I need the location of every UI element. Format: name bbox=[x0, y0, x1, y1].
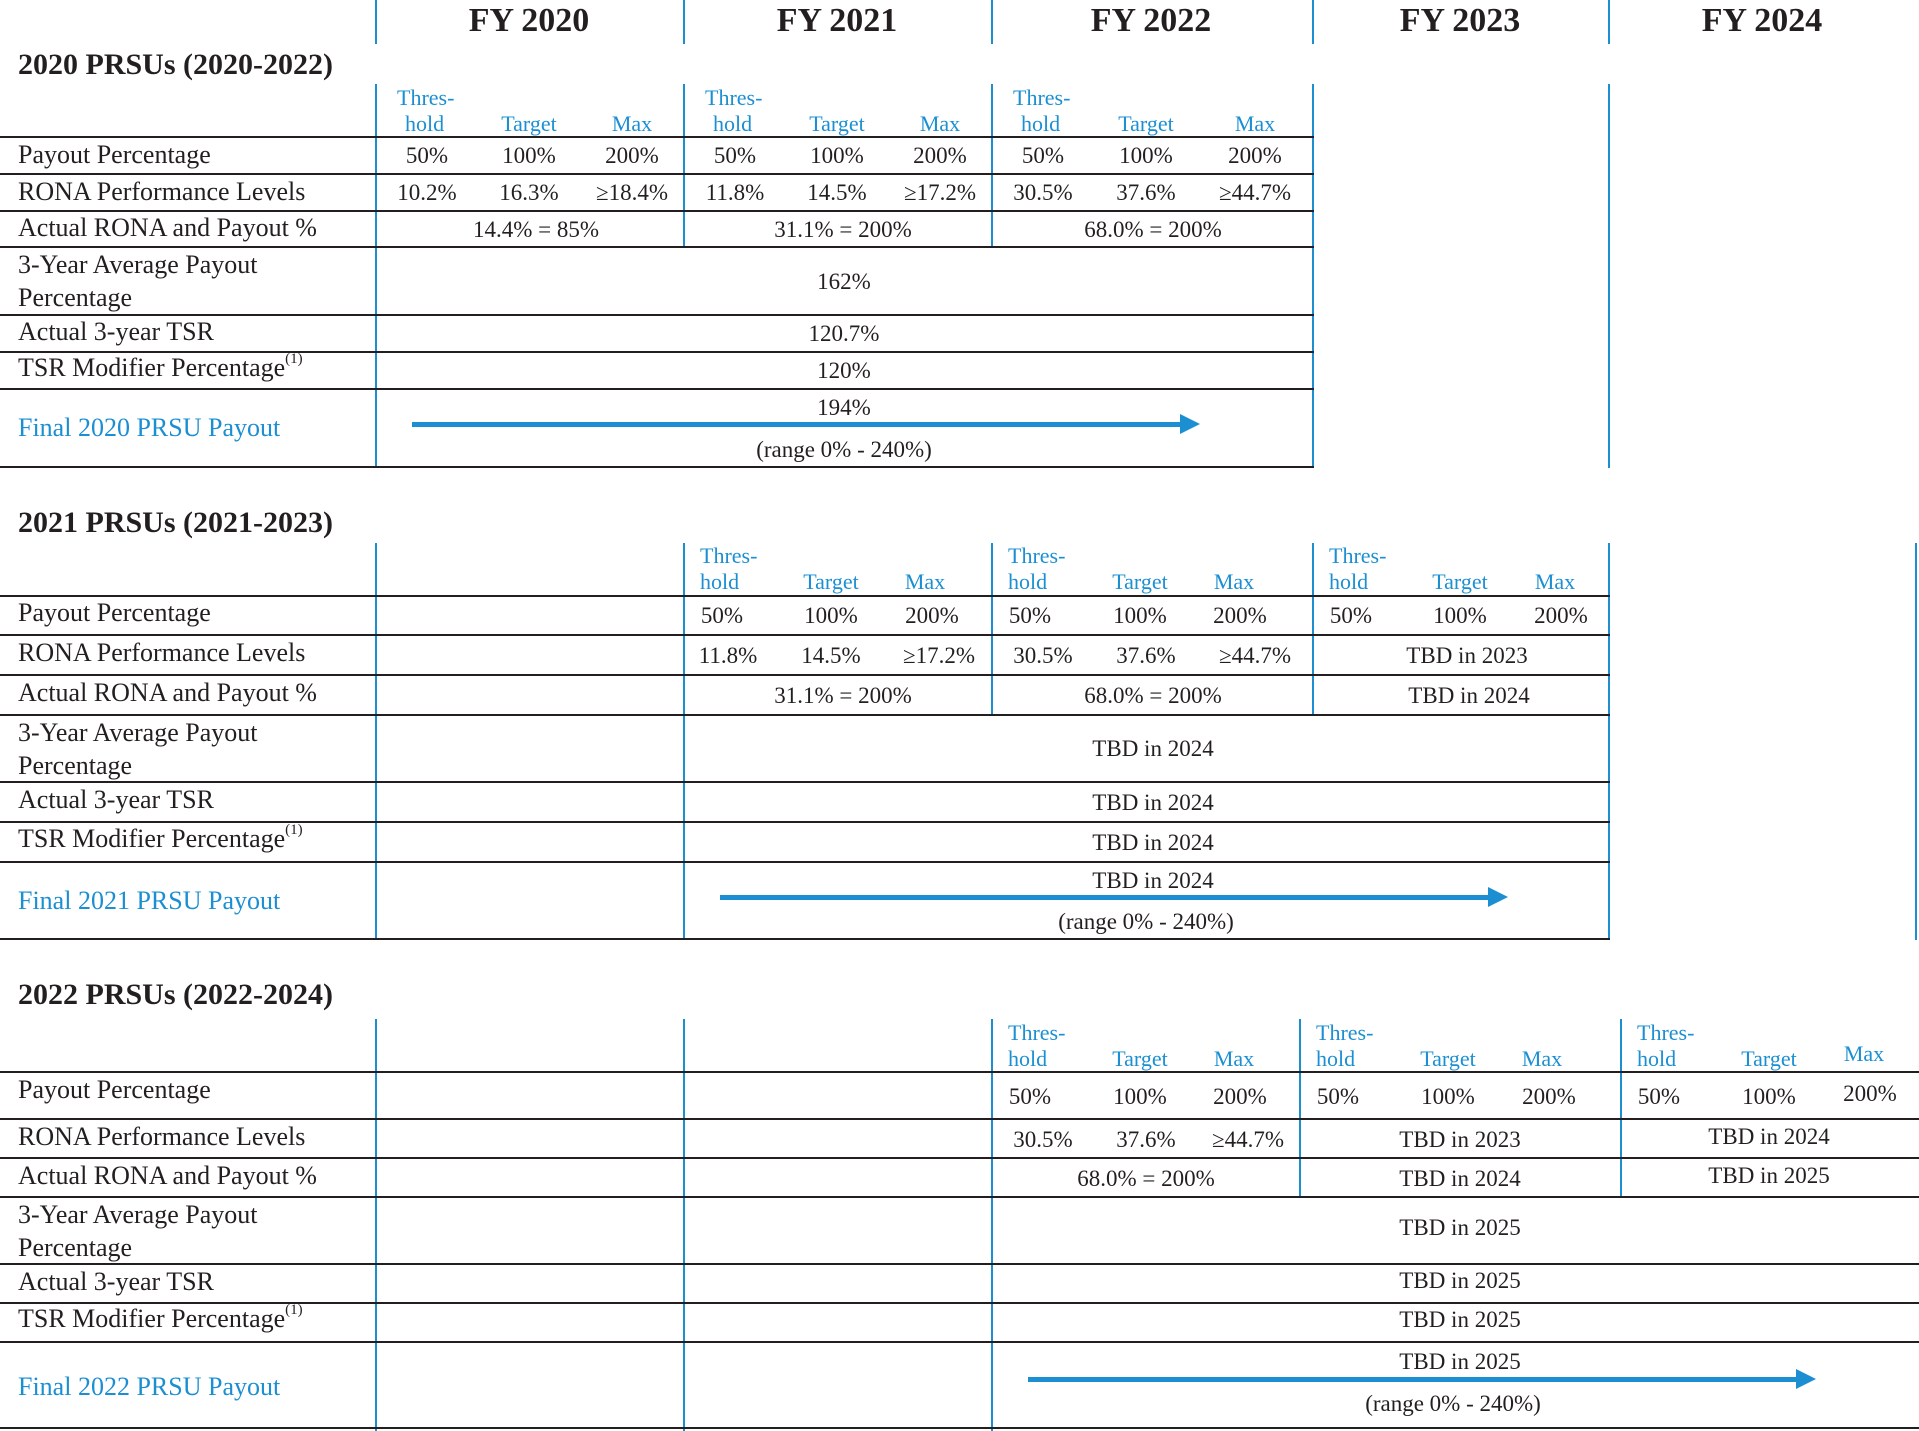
row-label-tsr-modifier: TSR Modifier Percentage$^{(1)}$ bbox=[18, 1302, 303, 1333]
max-label: Max bbox=[919, 111, 961, 136]
threshold-label: Thres- bbox=[1637, 1020, 1695, 1045]
threshold-label: hold bbox=[1637, 1046, 1677, 1071]
column-header-fy2020: FY 2020 bbox=[468, 2, 590, 39]
table-cell: TBD in 2023 bbox=[1406, 643, 1528, 668]
row-label-rona-levels: RONA Performance Levels bbox=[18, 177, 306, 206]
row-label-3yr-average: 3-Year Average Payout bbox=[18, 718, 258, 747]
row-label-actual-rona: Actual RONA and Payout % bbox=[18, 678, 317, 707]
table-cell: ≥44.7% bbox=[1218, 180, 1292, 205]
table-cell: 50% bbox=[1316, 1084, 1360, 1109]
table-cell: 30.5% bbox=[1013, 643, 1073, 668]
row-label-rona-levels: RONA Performance Levels bbox=[18, 1122, 306, 1151]
max-label: Max bbox=[904, 569, 946, 594]
table-cell: ≥44.7% bbox=[1211, 1127, 1285, 1152]
table-cell: 120% bbox=[817, 358, 871, 383]
table-cell: 31.1% = 200% bbox=[774, 217, 912, 242]
threshold-label: Thres- bbox=[1008, 543, 1066, 568]
table-cell: 100% bbox=[804, 603, 858, 628]
table-cell: 68.0% = 200% bbox=[1084, 217, 1222, 242]
row-label-final-payout: Final 2021 PRSU Payout bbox=[18, 886, 281, 915]
table-cell: 200% bbox=[605, 143, 659, 168]
table-cell: 162% bbox=[817, 269, 871, 294]
row-label-tsr-modifier: TSR Modifier Percentage$^{(1)}$ bbox=[18, 351, 303, 382]
threshold-label: hold bbox=[700, 569, 740, 594]
max-label: Max bbox=[1213, 1046, 1255, 1071]
row-label-3yr-average: 3-Year Average Payout bbox=[18, 1200, 258, 1229]
target-label: Target bbox=[1432, 569, 1488, 594]
max-label: Max bbox=[1234, 111, 1276, 136]
row-label-3yr-average: Percentage bbox=[18, 751, 133, 780]
table-cell: 11.8% bbox=[698, 643, 758, 668]
table-cell: 68.0% = 200% bbox=[1077, 1166, 1215, 1191]
threshold-label: Thres- bbox=[1316, 1020, 1374, 1045]
table-cell: 200% bbox=[1522, 1084, 1576, 1109]
threshold-label: Thres- bbox=[1329, 543, 1387, 568]
threshold-label: Thres- bbox=[1008, 1020, 1066, 1045]
table-cell: TBD in 2023 bbox=[1399, 1127, 1521, 1152]
max-label: Max bbox=[611, 111, 653, 136]
table-cell: 100% bbox=[1433, 603, 1487, 628]
table-cell: 14.5% bbox=[801, 643, 861, 668]
row-label-3yr-average: 3-Year Average Payout bbox=[18, 250, 258, 279]
row-label-actual-tsr: Actual 3-year TSR bbox=[18, 1267, 214, 1296]
column-header-fy2023: FY 2023 bbox=[1399, 2, 1521, 39]
target-label: Target bbox=[803, 569, 859, 594]
max-label: Max bbox=[1534, 569, 1576, 594]
row-label-actual-rona: Actual RONA and Payout % bbox=[18, 213, 317, 242]
table-cell: TBD in 2024 bbox=[1092, 736, 1214, 761]
row-label-3yr-average: Percentage bbox=[18, 283, 133, 312]
table-cell: ≥17.2% bbox=[902, 643, 976, 668]
table-cell: TBD in 2024 bbox=[1092, 830, 1214, 855]
table-cell: TBD in 2025 bbox=[1399, 1268, 1521, 1293]
table-cell: 200% bbox=[1213, 1084, 1267, 1109]
table-cell: 68.0% = 200% bbox=[1084, 683, 1222, 708]
row-label-payout-percentage: Payout Percentage bbox=[18, 598, 211, 627]
table-cell: TBD in 2025 bbox=[1399, 1307, 1521, 1332]
target-label: Target bbox=[1741, 1046, 1797, 1071]
max-label: Max bbox=[1843, 1041, 1885, 1066]
table-cell: 100% bbox=[1113, 603, 1167, 628]
table-cell: TBD in 2024 bbox=[1399, 1166, 1521, 1191]
threshold-label: hold bbox=[1329, 569, 1369, 594]
final-payout-value: 194% bbox=[817, 395, 871, 420]
target-label: Target bbox=[1112, 1046, 1168, 1071]
row-label-final-payout: Final 2022 PRSU Payout bbox=[18, 1372, 281, 1401]
table-cell: 30.5% bbox=[1013, 1127, 1073, 1152]
table-cell: 31.1% = 200% bbox=[774, 683, 912, 708]
table-cell: TBD in 2025 bbox=[1399, 1215, 1521, 1240]
table-cell: 100% bbox=[1421, 1084, 1475, 1109]
table-cell: 16.3% bbox=[499, 180, 559, 205]
table-cell: 37.6% bbox=[1116, 1127, 1176, 1152]
section-title: 2022 PRSUs (2022-2024) bbox=[18, 978, 333, 1011]
table-cell: 11.8% bbox=[705, 180, 765, 205]
section-title: 2020 PRSUs (2020-2022) bbox=[18, 48, 333, 81]
threshold-label: hold bbox=[1008, 569, 1048, 594]
row-label-3yr-average: Percentage bbox=[18, 1233, 133, 1262]
table-cell: 14.5% bbox=[807, 180, 867, 205]
table-cell: 37.6% bbox=[1116, 180, 1176, 205]
payout-range: (range 0% - 240%) bbox=[756, 437, 932, 462]
table-cell: 50% bbox=[405, 143, 449, 168]
row-label-actual-rona: Actual RONA and Payout % bbox=[18, 1161, 317, 1190]
table-cell: 120.7% bbox=[808, 321, 880, 346]
payout-range: (range 0% - 240%) bbox=[1058, 909, 1234, 934]
table-cell: 50% bbox=[1008, 603, 1052, 628]
arrow-icon bbox=[720, 895, 1488, 900]
threshold-label: Thres- bbox=[397, 85, 455, 110]
threshold-label: hold bbox=[1021, 111, 1061, 136]
row-label-payout-percentage: Payout Percentage bbox=[18, 1075, 211, 1104]
table-cell: 50% bbox=[1637, 1084, 1681, 1109]
table-cell: 37.6% bbox=[1116, 643, 1176, 668]
column-header-fy2022: FY 2022 bbox=[1090, 2, 1212, 39]
payout-range: (range 0% - 240%) bbox=[1365, 1391, 1541, 1416]
table-cell: 200% bbox=[1534, 603, 1588, 628]
table-cell: TBD in 2025 bbox=[1708, 1163, 1830, 1188]
row-label-rona-levels: RONA Performance Levels bbox=[18, 638, 306, 667]
threshold-label: hold bbox=[405, 111, 445, 136]
arrow-icon bbox=[412, 422, 1180, 427]
table-cell: 100% bbox=[1113, 1084, 1167, 1109]
table-cell: TBD in 2024 bbox=[1708, 1124, 1830, 1149]
column-header-fy2021: FY 2021 bbox=[776, 2, 898, 39]
table-cell: 100% bbox=[502, 143, 556, 168]
column-header-fy2024: FY 2024 bbox=[1701, 2, 1823, 39]
table-cell: TBD in 2024 bbox=[1408, 683, 1530, 708]
table-cell: 50% bbox=[1329, 603, 1373, 628]
target-label: Target bbox=[501, 111, 557, 136]
row-label-final-payout: Final 2020 PRSU Payout bbox=[18, 413, 281, 442]
threshold-label: Thres- bbox=[705, 85, 763, 110]
threshold-label: hold bbox=[1008, 1046, 1048, 1071]
table-cell: 200% bbox=[905, 603, 959, 628]
table-cell: 50% bbox=[1008, 1084, 1052, 1109]
table-cell: 200% bbox=[1213, 603, 1267, 628]
final-payout-value: TBD in 2025 bbox=[1399, 1349, 1521, 1374]
table-cell: 10.2% bbox=[397, 180, 457, 205]
target-label: Target bbox=[809, 111, 865, 136]
table-cell: 50% bbox=[700, 603, 744, 628]
table-cell: 100% bbox=[1119, 143, 1173, 168]
row-label-actual-tsr: Actual 3-year TSR bbox=[18, 785, 214, 814]
table-cell: ≥17.2% bbox=[903, 180, 977, 205]
table-cell: 30.5% bbox=[1013, 180, 1073, 205]
table-cell: 50% bbox=[1021, 143, 1065, 168]
max-label: Max bbox=[1521, 1046, 1563, 1071]
table-cell: 100% bbox=[810, 143, 864, 168]
table-cell: 200% bbox=[1228, 143, 1282, 168]
threshold-label: Thres- bbox=[1013, 85, 1071, 110]
arrow-icon bbox=[1028, 1377, 1796, 1382]
row-label-tsr-modifier: TSR Modifier Percentage$^{(1)}$ bbox=[18, 822, 303, 853]
table-cell: 200% bbox=[1843, 1081, 1897, 1106]
table-cell: 100% bbox=[1742, 1084, 1796, 1109]
max-label: Max bbox=[1213, 569, 1255, 594]
section-title: 2021 PRSUs (2021-2023) bbox=[18, 506, 333, 539]
target-label: Target bbox=[1118, 111, 1174, 136]
row-label-payout-percentage: Payout Percentage bbox=[18, 140, 211, 169]
table-cell: 14.4% = 85% bbox=[472, 217, 600, 242]
threshold-label: Thres- bbox=[700, 543, 758, 568]
target-label: Target bbox=[1112, 569, 1168, 594]
table-cell: 200% bbox=[913, 143, 967, 168]
final-payout-value: TBD in 2024 bbox=[1092, 868, 1214, 893]
threshold-label: hold bbox=[713, 111, 753, 136]
row-label-actual-tsr: Actual 3-year TSR bbox=[18, 317, 214, 346]
table-cell: TBD in 2024 bbox=[1092, 790, 1214, 815]
target-label: Target bbox=[1420, 1046, 1476, 1071]
table-cell: ≥44.7% bbox=[1218, 643, 1292, 668]
table-cell: 50% bbox=[713, 143, 757, 168]
threshold-label: hold bbox=[1316, 1046, 1356, 1071]
table-cell: ≥18.4% bbox=[595, 180, 669, 205]
